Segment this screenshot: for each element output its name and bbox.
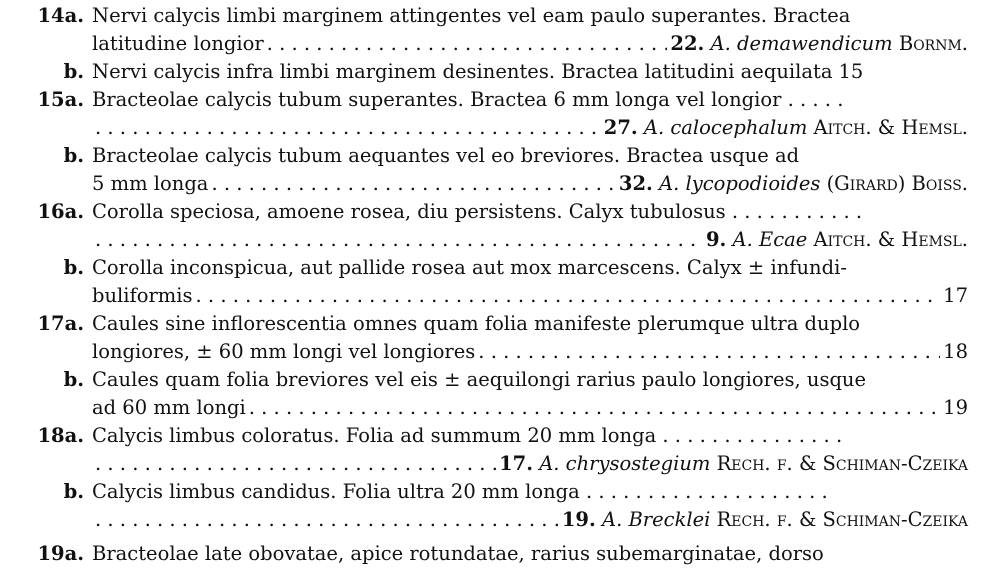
couplet-text: Caules sine inflorescentia omnes quam folia manifeste plerumque ultra duplo [92, 312, 861, 335]
couplet-text [92, 226, 968, 254]
couplet-text [92, 114, 968, 142]
couplet-text: Corolla inconspicua, aut pallide rosea aut mox marcescens. Calyx ± infundi- [92, 256, 847, 279]
key-line [0, 394, 994, 422]
key-line [0, 338, 994, 366]
taxon-author: Bornm. [898, 32, 968, 55]
dot-leader [267, 30, 668, 58]
dot-leader [95, 114, 601, 142]
couplet-text: Corolla speciosa, amoene rosea, diu persistens. Calyx tubulosus . . . . . . . . . . . [92, 200, 863, 223]
taxon-number: 17. [499, 452, 533, 475]
line-start: Nervi calycis infra limbi marginem desinentes. Bractea latitudini aequilata [92, 60, 833, 83]
key-line [0, 86, 994, 114]
couplet-label: 14a. [37, 4, 84, 27]
key-line [0, 58, 994, 86]
dot-leader [95, 450, 496, 478]
couplet-label: b. [63, 144, 84, 167]
key-line [0, 478, 994, 506]
taxon-name: A. Ecae [732, 228, 808, 251]
dot-leader [95, 506, 559, 534]
couplet-label: b. [63, 480, 84, 503]
key-line [0, 540, 994, 568]
taxon-name: A. demawendicum [710, 32, 893, 55]
line-start: latitudine longior [92, 32, 264, 55]
lead-number: 17 [943, 284, 968, 307]
dot-leader [211, 170, 615, 198]
key-line [0, 142, 994, 170]
key-line [0, 226, 994, 254]
key-line [0, 450, 994, 478]
taxon-author: Rech. f. & Schiman-Czeika [716, 452, 968, 475]
key-line [0, 366, 994, 394]
couplet-label: b. [63, 60, 84, 83]
couplet-text [92, 506, 968, 534]
couplet-text [92, 450, 968, 478]
dot-leader [196, 282, 941, 310]
key-line [0, 170, 994, 198]
couplet-text: Bracteolae calycis tubum aequantes vel eo breviores. Bractea usque ad [92, 144, 800, 167]
taxon-number: 32. [618, 172, 653, 195]
couplet-label: b. [63, 256, 84, 279]
couplet-label: 16a. [37, 200, 84, 223]
couplet-text [92, 282, 968, 310]
line-start: longiores, ± 60 mm longi vel longiores [92, 340, 476, 363]
couplet-label: 19a. [37, 542, 84, 565]
taxon-ref [670, 30, 968, 58]
couplet-text [92, 170, 968, 198]
dot-leader [95, 226, 703, 254]
couplet-label: 18a. [37, 424, 84, 447]
taxon-name: A. calocephalum [643, 116, 808, 139]
taxon-ref [499, 450, 968, 478]
taxon-name: A. lycopodioides [659, 172, 821, 195]
key-line [0, 198, 994, 226]
key-line [0, 2, 994, 30]
couplet-text: Calycis limbus candidus. Folia ultra 20 mm longa . . . . . . . . . . . . . . . . . . . . [92, 480, 828, 503]
couplet-text: Bracteolae late obovatae, apice rotundatae, rarius subemarginatae, dorso [92, 542, 824, 565]
taxon-name: A. chrysostegium [539, 452, 711, 475]
dot-leader [249, 394, 940, 422]
couplet-label: b. [63, 368, 84, 391]
key-line [0, 506, 994, 534]
couplet-text [92, 338, 968, 366]
line-start: buliformis [92, 284, 193, 307]
key-line [0, 30, 994, 58]
taxon-number: 27. [603, 116, 638, 139]
couplet-label: 15a. [37, 88, 84, 111]
line-start: 5 mm longa [92, 172, 209, 195]
couplet-text [92, 58, 968, 86]
lead-number: 18 [943, 340, 968, 363]
line-start: ad 60 mm longi [92, 396, 246, 419]
couplet-text: Bracteolae calycis tubum superantes. Bractea 6 mm longa vel longior . . . . . [92, 88, 844, 111]
couplet-text: Calycis limbus coloratus. Folia ad summum 20 mm longa . . . . . . . . . . . . . . . [92, 424, 843, 447]
taxon-ref [706, 226, 968, 254]
taxon-name: A. Brecklei [601, 508, 711, 531]
lead-number: 15 [838, 60, 864, 83]
couplet-text: Caules quam folia breviores vel eis ± aequilongi rarius paulo longiores, usque [92, 368, 867, 391]
taxon-author: Aitch. & Hemsl. [813, 116, 968, 139]
couplet-text: Nervi calycis limbi marginem attingentes vel eam paulo superantes. Bractea [92, 4, 851, 27]
taxon-ref [562, 506, 968, 534]
key-line [0, 310, 994, 338]
dot-leader [478, 338, 940, 366]
key-line [0, 282, 994, 310]
taxon-ref [619, 170, 968, 198]
taxon-ref [604, 114, 968, 142]
couplet-label: 17a. [37, 312, 84, 335]
taxon-author: Rech. f. & Schiman-Czeika [716, 508, 968, 531]
taxon-number: 19. [561, 508, 596, 531]
taxon-author: (Girard) Boiss. [826, 172, 968, 195]
key-line [0, 254, 994, 282]
lead-number: 19 [943, 396, 968, 419]
taxon-number: 9. [705, 228, 727, 251]
key-line [0, 114, 994, 142]
couplet-text [92, 30, 968, 58]
couplet-text [92, 394, 968, 422]
key-line [0, 422, 994, 450]
taxon-author: Aitch. & Hemsl. [813, 228, 968, 251]
taxon-number: 22. [670, 32, 705, 55]
